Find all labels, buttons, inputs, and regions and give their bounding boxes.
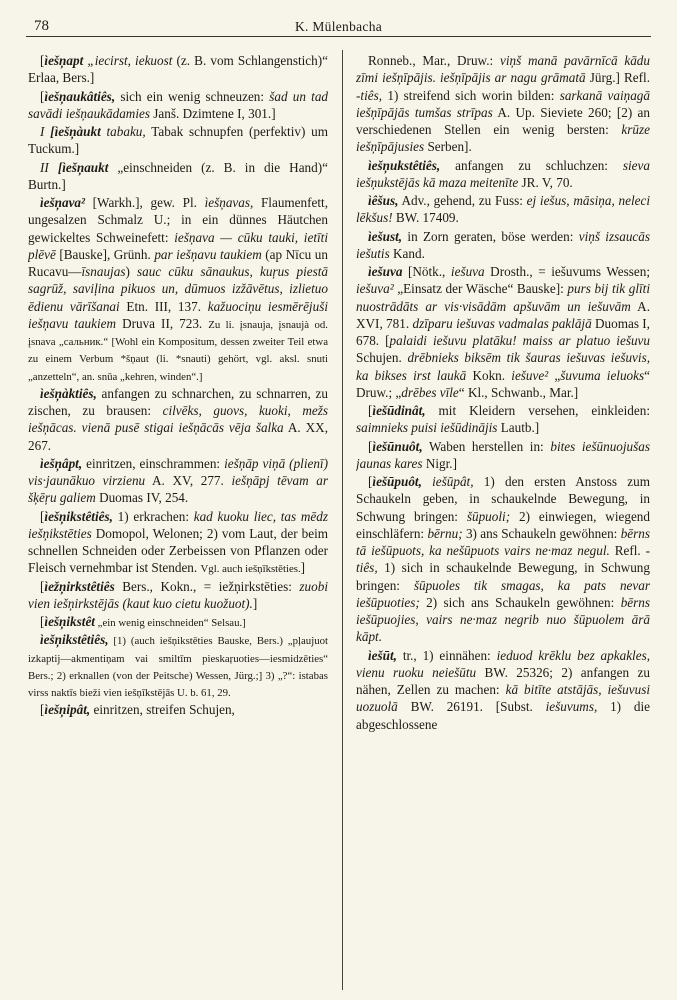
headword: ìešņikstêt	[44, 614, 95, 629]
example-text: saimnieks puisi iešūdinājis	[356, 420, 498, 436]
entry-text: einritzen, einschrammen:	[82, 455, 225, 471]
headword: [ìešņàukt	[50, 124, 101, 139]
example-text: sarkanā vaiņagā iešņīpājās tumšas strīpas	[356, 87, 650, 120]
example-text: viņš manā pavārnīcā kādu zīmi iešņīpājis. iešņīpājis ar nagu grāmatā	[356, 53, 650, 86]
headword: ìešņàktiês,	[40, 385, 97, 401]
example-text: iešņāp viņā (plienī) vis·jaunākuo virzienu	[28, 455, 328, 488]
entry-text: (ap Nīcu un Rucavu—	[28, 246, 328, 279]
headword: ìešūpuôt,	[372, 474, 422, 489]
example-text: šad un tad savādi iešņaukādamies	[28, 88, 328, 121]
entry-text: Drosth., = iešuvums Wessen;	[484, 264, 650, 279]
dictionary-entry	[356, 473, 650, 646]
dictionary-entry	[356, 228, 650, 263]
example-text: iešuve²	[511, 367, 549, 383]
dictionary-entry	[356, 263, 650, 401]
headword: ìešņava²	[40, 195, 85, 210]
entry-text: [	[40, 508, 45, 524]
entry-text: einritzen, streifen Schujen,	[90, 702, 235, 718]
headword: ìešņikstêtiês,	[40, 632, 109, 648]
example-text: bērns tā iešūpuots, ka nešūpuots vairs ne·maz negul.	[356, 525, 650, 558]
entry-text: Vgl. auch iešņīkstēties.	[200, 563, 301, 576]
headword: ìešņâpt,	[40, 455, 83, 471]
entry-text: anfangen zu schluchzen:	[440, 157, 623, 173]
example-text: viņš izsaucās iešutis	[356, 228, 650, 261]
headword: ìešņapt	[44, 53, 84, 68]
headword: ìešuva	[368, 264, 403, 279]
entry-text: [	[40, 53, 45, 68]
dictionary-entry	[356, 647, 650, 733]
entry-text: Duomas IV, 254.	[95, 490, 189, 506]
example-text: kad kuoku liec, tas mēdz iešņikstēties	[28, 508, 328, 541]
entry-text: “ Druw.; „	[356, 367, 650, 400]
entry-text: Domopol, Welonen; 2) vom Laut, der beim schnellen Schneiden oder Zerbeissen von Pflanzen oder Fleisch vernehmbar ist Stenden.	[28, 525, 328, 576]
example-text: bērns iešūpuojies, vairs ne·maz negrib nuo šūpuolem ārā kāpt.	[356, 594, 650, 645]
entry-text: [Bauske], Grünh.	[55, 246, 155, 262]
entry-text: Bers., Kokn., = iežņirkstēties:	[114, 578, 300, 594]
headword: ìešņukstêtiês,	[368, 157, 441, 173]
example-text: drēbes vīle	[401, 384, 459, 400]
entry-text: Jürg.] Refl. -	[356, 70, 650, 103]
entry-text: [	[40, 88, 45, 104]
example-text: ìešņavas,	[204, 195, 254, 210]
entry-text: [	[368, 403, 373, 418]
headword: ìešūt,	[368, 647, 397, 663]
entry-text: Tabak schnupfen (perfektiv) um Tuckum.]	[28, 124, 328, 157]
entry-text: Etn. III, 137.	[119, 298, 208, 314]
entry-text: [	[40, 702, 45, 718]
entry-text: BW. 17409.	[392, 210, 459, 226]
entry-text: BW. 26191. [Subst.	[397, 699, 546, 715]
entry-text: Kokn.	[466, 367, 512, 383]
headword: ìešūnuôt,	[372, 438, 423, 454]
entry-text: [	[368, 438, 373, 454]
dictionary-entry	[28, 578, 328, 613]
example-text: zuobi vien iešņirkstējās (kaut kuo cietu kuožuot).	[28, 578, 328, 611]
dictionary-entry	[356, 402, 650, 437]
dictionary-entry	[356, 52, 650, 156]
entry-text: Schujen.	[356, 350, 408, 366]
example-text: dzīparu iešuvas vadmalas paklājā	[412, 315, 592, 331]
example-text: bites iešūnuojušas jaunas kares	[356, 438, 650, 471]
example-text: tiês,	[360, 87, 383, 103]
headword: ìešust,	[368, 228, 403, 244]
entry-text: 1) sich in schaukelnde Bewegung, in Schwung bringen:	[356, 560, 650, 593]
example-text: drēbnieks biksēm tik šauras iešuvas iešuvis, ka bikses irst laukā	[356, 350, 650, 383]
headword: ìešūdinât,	[372, 403, 426, 418]
example-text: II	[40, 159, 58, 175]
dictionary-entry	[28, 123, 328, 158]
example-text: sauc cūku sānaukus, kuŗus piestā sagrūž, saviļina pikuos un, dūmuos izžāvētus, izlietuo ēdienu vārīšanai	[28, 264, 328, 314]
example-text: iešuva²	[356, 281, 394, 297]
example-text: palaidi iešuvu platāku! maiss ar platuo iešuvu	[389, 333, 650, 348]
example-text: purs bij tik glīti nuostrādāts ar vis·visādām apšuvām un iešuvām	[356, 281, 650, 314]
entry-text: [	[368, 474, 373, 489]
example-text: iešņāpj tēvam ar šķēŗu galiem	[28, 473, 328, 506]
entry-text: Waben herstellen in:	[422, 438, 551, 454]
dictionary-entry	[28, 455, 328, 507]
entry-text: in Zorn geraten, böse werden:	[402, 228, 579, 244]
entry-text: 3) ans Schaukeln gewöhnen:	[462, 525, 621, 541]
entry-text: Druva II, 723.	[116, 315, 209, 331]
entry-text: ]	[252, 595, 258, 611]
entry-text: 1) die abgeschlossene	[356, 699, 650, 732]
entry-text: 2) einwiegen, wiegend einschläfern:	[356, 508, 650, 541]
headword: ìežņirkstêtiês	[44, 578, 115, 594]
example-text: iešuva	[450, 264, 485, 279]
example-text: ej iešus, māsiņa, neleci lēkšus!	[356, 193, 650, 226]
entry-text: Janš. Dzimtene I, 301.]	[149, 105, 276, 121]
example-text: sieva iešņukstējās kā maza meitenīte	[356, 157, 650, 190]
right-column	[356, 52, 650, 992]
headword: ìešņaukâtiês,	[44, 88, 116, 104]
headword: ìêšus,	[368, 193, 399, 208]
entry-text: mit Kleidern versehen, einkleiden:	[425, 403, 650, 418]
entry-text: A. XV, 277.	[145, 473, 232, 488]
entry-text: )	[125, 264, 138, 279]
dictionary-entry	[28, 385, 328, 454]
entry-text: A. XVI, 781.	[356, 298, 650, 331]
entry-text: „ein wenig einschneiden“ Selsau.]	[94, 617, 246, 629]
headword: ìešņipât,	[44, 702, 91, 718]
entry-text: „Einsatz der Wäsche“ Bauske]:	[393, 281, 568, 297]
entry-text: ]	[300, 560, 306, 576]
entry-text: Nigr.]	[422, 455, 457, 471]
entry-text: A. Up. Sieviete 260; [2) an verschiedenen Stellen ein wenig bersten:	[356, 104, 650, 137]
example-text: īsnaujas	[81, 264, 126, 279]
entry-text: Duomas I, 678. [	[356, 315, 650, 348]
example-text: I	[40, 124, 51, 139]
entry-text: „	[548, 367, 561, 383]
entry-text: Kand.	[389, 245, 425, 261]
entry-text: JR. V, 70.	[518, 174, 573, 190]
example-text: iešuvums,	[545, 699, 598, 715]
entry-text: Zu li. įsnauja, įsnaujà od. įsnava „сальник.“ [Wohl ein Kompositum, dessen zweiter Teil etwa zu einem Verbum *šņaut (li. *snauti) gehört, vgl. aksl. snuti „anzetteln“, an. snūa „kehren, winden“.]	[28, 318, 328, 383]
dictionary-entry	[28, 52, 328, 87]
dictionary-entry	[28, 508, 328, 577]
example-text: šuvuma ieluoks	[560, 367, 645, 383]
entry-text: 2) sich ans Schaukeln gewöhnen:	[419, 594, 621, 610]
dictionary-entry	[356, 438, 650, 473]
entry-text: „einschneiden (z. B. in die Hand)“ Burtn.]	[28, 159, 328, 192]
entry-text: sich ein wenig schneuzen:	[115, 88, 270, 104]
example-text: par iešņavu taukiem	[154, 246, 262, 262]
entry-text: anfangen zu schnarchen, zu schnarren, zu zischen, zu brausen:	[28, 385, 328, 418]
dictionary-entry	[356, 192, 650, 227]
dictionary-entry	[28, 631, 328, 700]
entry-text: 1) streifend sich worin bilden:	[382, 87, 560, 103]
entry-text: [	[40, 614, 45, 629]
headword: ìešņikstêtiês,	[44, 508, 113, 524]
example-text: kažuociņu iesmērējuši iešņavu taukiem	[28, 298, 328, 331]
running-title: K. Mülenbacha	[294, 19, 383, 34]
dictionary-entry	[28, 613, 328, 630]
example-text: cilvēks, guovs, kuoki, mežs iešņācas. vienā pusē stigai iešņācās vēja šalka	[28, 403, 328, 436]
example-text: tabaku,	[100, 124, 146, 139]
example-text: „iecirst, iekuost	[83, 53, 173, 68]
column-divider	[342, 50, 343, 990]
entry-text: Ronneb., Mar., Druw.:	[368, 53, 500, 68]
dictionary-entry	[28, 88, 328, 123]
example-text: ieduod krēklu bez apkakles, vienu ruoku neiešūtu	[356, 647, 650, 680]
entry-text: 1) erkrachen:	[112, 508, 194, 524]
headword: [ìešņaukt	[57, 159, 109, 175]
entry-text: [	[40, 578, 45, 594]
page-number: 78	[34, 18, 49, 34]
dictionary-entry	[28, 701, 328, 718]
example-text: iešņava — cūku tauki, ietīti plēvē	[28, 229, 328, 262]
entry-text: A. XX, 267.	[28, 420, 328, 453]
entry-text: BW. 25326; 2) anfangen zu nähen, Zellen zu machen:	[356, 664, 650, 697]
dictionary-entry	[356, 157, 650, 192]
entry-text: [Nötk.,	[402, 264, 451, 279]
example-text: šūpuoles tik smagas, ka pats nevar iešūpuoties;	[356, 577, 650, 610]
entry-text: [1) (auch iešņikstēties Bauske, Bers.) „pļaujuot izkaptij—akmentiņam vai smiltīm pieskaŗuoties—iesmidzēties“ Bers.; 2) erknallen (von der Peitsche) Wessen, Jürg.;] 3) „?“: istabas virss naktīs bieži vien iešņīkstējās U. b. 61, 29.	[28, 635, 328, 699]
entry-text: Adv., gehend, zu Fuss:	[398, 193, 527, 208]
example-text: šūpuoli;	[466, 508, 511, 524]
entry-text: Serben].	[424, 139, 472, 155]
entry-text: “ Kl., Schwanb., Mar.]	[458, 384, 579, 400]
dictionary-entry	[28, 194, 328, 384]
left-column	[28, 52, 328, 992]
dictionary-entry	[28, 159, 328, 194]
entry-text: Lautb.]	[497, 420, 540, 436]
entry-text: tr., 1) einnähen:	[396, 647, 497, 663]
entry-text: [Warkh.], gew. Pl.	[84, 195, 205, 210]
example-text: kā bitīte atstājās, iešuvusi uozuolā	[356, 682, 650, 715]
example-text: tiês,	[356, 560, 378, 576]
entry-text: Flaumenfett, ungesalzen Schmalz U.; in ein dünnes Häutchen gewickeltes Schweinefett:	[28, 195, 328, 245]
example-text: bērnu;	[427, 525, 463, 541]
page-header	[26, 8, 651, 37]
example-text: krūze iešņīpājusies	[356, 122, 650, 155]
entry-text: Refl. -	[609, 543, 650, 558]
example-text: iešūpât,	[421, 474, 474, 489]
entry-text: 1) den ersten Anstoss zum Schaukeln geben, in schaukelnde Bewegung, in Schwung bringen:	[356, 474, 650, 524]
entry-text: (z. B. vom Schlangenstich)“ Erlaa, Bers.]	[28, 53, 328, 86]
